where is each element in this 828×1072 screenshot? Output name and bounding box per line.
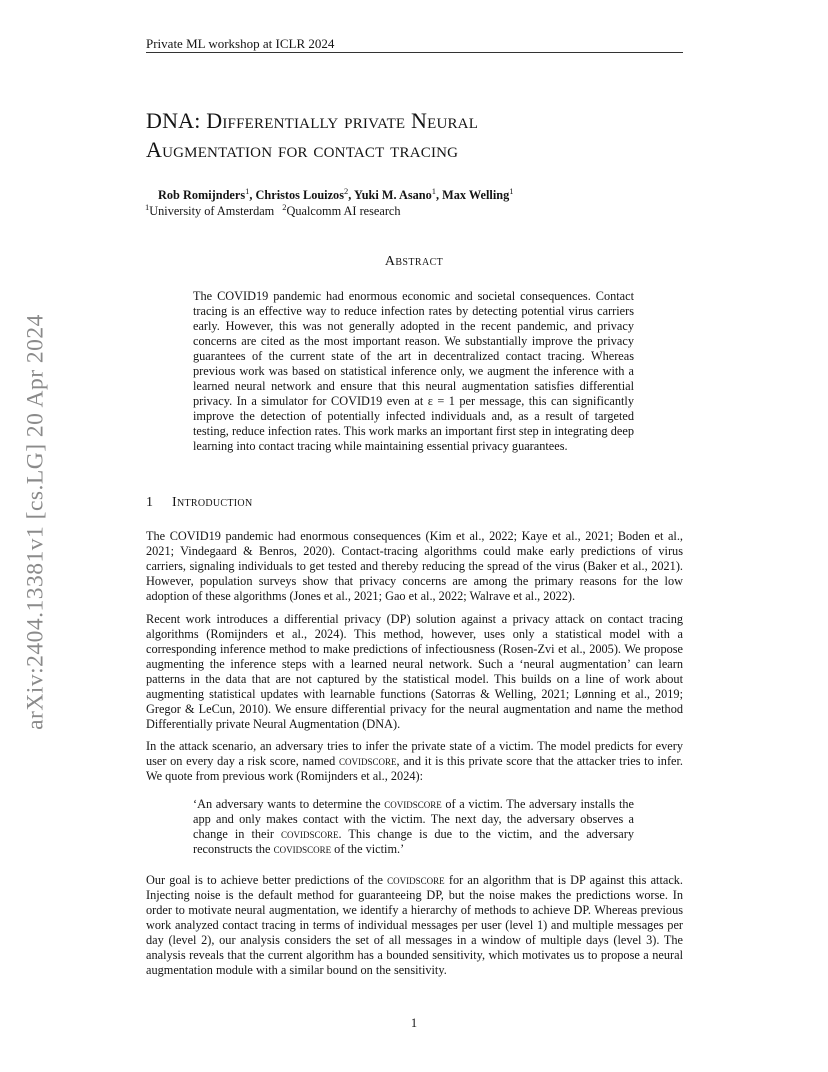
intro-paragraph-2: Recent work introduces a differential privacy (DP) solution against a privacy attack on contact tracing algorithms (Romijnders et al., 2024). This method, however, uses only a statistical model with a corresponding inference method to make predictions of infectiousness (Rosen-Zvi et al., 2005). We propose augmenting the inference steps with a learned neural network. Such a ‘neural augmentation’ can learn patterns in the data that are not captured by the statistical model. This builds on a line of work about augmenting statistical updates with learnable functions (Satorras & Welling, 2021; Lønning et al., 2019; Gregor & LeCun, 2010). We ensure differential privacy for the neural augmentation and name the method Differentially private Neural Augmentation (DNA). (146, 612, 683, 732)
section-title: Introduction (172, 495, 253, 510)
intro-paragraph-1: The COVID19 pandemic had enormous consequences (Kim et al., 2022; Kaye et al., 2021; Boden et al., 2021; Vindegaard & Benros, 2020). Contact-tracing algorithms could make early predictions of virus carriers, signaling individuals to get tested and thereby reducing the spread of the virus (Baker et al., 2021). However, population surveys show that privacy concerns are among the primary reasons for the low adoption of these algorithms (Jones et al., 2021; Gao et al., 2022; Walrave et al., 2022). (146, 529, 683, 604)
abstract-heading: Abstract (384, 254, 444, 269)
affiliation-name: University of Amsterdam (149, 204, 275, 219)
author-affiliation-mark: 1 (431, 186, 437, 196)
author-separator: , (436, 188, 443, 203)
covidscore-term: covidscore (281, 827, 339, 842)
paper-title (146, 106, 686, 164)
page-number: 1 (410, 1016, 418, 1030)
author-affiliation-mark: 2 (344, 186, 349, 196)
author-separator: , (249, 188, 256, 203)
abstract-text: The COVID19 pandemic had enormous economic and societal consequences. Contact tracing is an effective way to reduce infection rates by detecting potential virus carriers early. However, this was not generally adopted in the recent pandemic, and privacy concerns are cited as the most important reason. We substantially improve the privacy guarantees of the current state of the art in decentralized contact tracing. Whereas previous work was based on statistical inference only, we augment the inference with a learned neural network and ensure that this neural augmentation satisfies differential privacy. In a simulator for COVID19 even at ε = 1 per message, this can significantly improve the detection of potentially infected individuals and, as a result of targeted testing, reduce infection rates. This work marks an important first step in integrating deep learning into contact tracing while maintaining essential privacy guarantees. (193, 289, 634, 454)
header-rule (146, 52, 683, 53)
author-separator: , (348, 188, 354, 203)
covidscore-term: covidscore (387, 873, 445, 887)
covidscore-term: covidscore (384, 797, 442, 811)
affiliation-mark: 2 (282, 202, 287, 212)
author-affiliation-mark: 1 (245, 186, 250, 196)
affiliation-line (145, 199, 401, 219)
covidscore-term: covidscore (273, 842, 332, 857)
intro-paragraph-4: Our goal is to achieve better predictions of the covidscore for an algorithm that is DP against this attack. Injecting noise is the default method for guaranteeing DP, but the noise makes the predictions worse. In order to motivate neural augmentation, we identify a hierarchy of methods to achieve DP. Whereas previous work analyzed contact tracing in terms of individual messages per user (level 1) and multiple messages per day (level 2), our analysis considers the set of all messages in a window of multiple days (level 3). The analysis reveals that the current algorithm has a bounded sensitivity, which motivates us to propose a neural augmentation module with a similar bound on the sensitivity. (146, 873, 683, 978)
block-quote: ‘An adversary wants to determine the covidscore of a victim. The adversary installs the app and only makes contact with the victim. The next day, the adversary observes a change in their covidscore. This change is due to the victim, and the adversary reconstructs the covidscore of the victim.’ (193, 797, 634, 857)
author-affiliation-mark: 1 (509, 186, 514, 196)
title-line-2: Augmentation for contact tracing (146, 137, 459, 162)
title-line-1: DNA: Differentially private Neural (146, 108, 479, 133)
covidscore-term: covidscore (338, 754, 397, 769)
arxiv-identifier-stamp: arXiv:2404.13381v1 [cs.LG] 20 Apr 2024 (22, 314, 49, 730)
section-heading (146, 495, 252, 511)
author-name: Max Welling (442, 188, 510, 203)
affiliation-mark: 1 (145, 202, 150, 212)
author-name: Yuki M. Asano (353, 188, 432, 203)
affiliation-name: Qualcomm AI research (286, 204, 401, 219)
author-name: Christos Louizos (255, 188, 344, 203)
author-name: Rob Romijnders (158, 188, 246, 203)
running-header: Private ML workshop at ICLR 2024 (146, 36, 335, 51)
intro-paragraph-3: In the attack scenario, an adversary tries to infer the private state of a victim. The model predicts for every user on every day a risk score, named covidscore, and it is this private score that the attacker tries to infer. We quote from previous work (Romijnders et al., 2024): (146, 739, 683, 784)
section-number: 1 (146, 495, 154, 510)
